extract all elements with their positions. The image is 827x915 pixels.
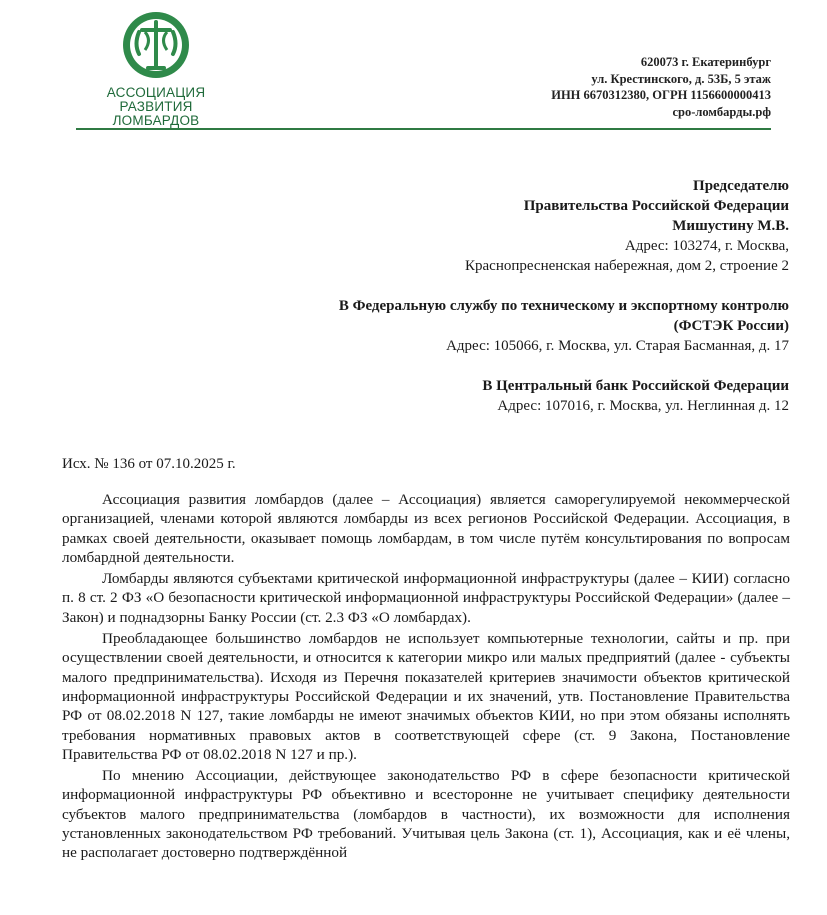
sender-details bbox=[551, 54, 771, 120]
recipient3-org: В Центральный банк Российской Федерации bbox=[482, 378, 789, 394]
scales-emblem-icon bbox=[112, 10, 200, 80]
recipient1-org: Правительства Российской Федерации bbox=[523, 198, 789, 214]
sender-website: сро-ломбарды.рф bbox=[672, 104, 771, 119]
recipient2-abbr: (ФСТЭК России) bbox=[673, 318, 789, 334]
recipient2-org: В Федеральную службу по техническому и экспортному контролю bbox=[338, 298, 789, 314]
header-divider bbox=[76, 128, 771, 130]
sender-inn-ogrn: ИНН 6670312380, ОГРН 1156600000413 bbox=[551, 88, 771, 102]
recipient1-address-cont: Краснопресненская набережная, дом 2, строение 2 bbox=[465, 258, 789, 274]
recipient1-address: Адрес: 103274, г. Москва, bbox=[624, 238, 789, 254]
logo-text-line1: АССОЦИАЦИЯ bbox=[106, 85, 206, 100]
sender-street: ул. Крестинского, д. 53Б, 5 этаж bbox=[591, 71, 771, 86]
letter-body bbox=[62, 490, 790, 865]
recipients-block bbox=[339, 176, 789, 416]
paragraph-3: Преобладающее большинство ломбардов не использует компьютерные технологии, сайты и пр. при осуществлении своей деятельности, и относится к категории микро или малых предприятий (далее - субъекты малого предпринимательства). Исходя из Перечня показателей критериев значимости объектов критической информационной инфраструктуры Российской Федерации и их значений, утв. Постановление Правительства РФ от 08.02.2018 N 127, такие ломбарды не имеют значимых объектов КИИ, но при этом обязаны исполнять требования нормативных правовых актов в соответствующей сфере (ст. 9 Закона, Постановление Правительства РФ от 08.02.2018 N 127 и пр.). bbox=[62, 630, 790, 763]
association-logo bbox=[76, 10, 236, 128]
paragraph-1: Ассоциация развития ломбардов (далее – Ассоциация) является саморегулируемой некоммерческой организацией, членами которой являются ломбарды из всех регионов Российской Федерации. Ассоциация, в рамках своей деятельности, оказывает помощь ломбардам, в том числе путём консультирования по вопросам ломбардной деятельности. bbox=[62, 491, 790, 566]
recipient1-title: Председателю bbox=[693, 178, 789, 194]
logo-text-line2: РАЗВИТИЯ ЛОМБАРДОВ bbox=[112, 99, 200, 128]
paragraph-2: Ломбарды являются субъектами критической информационной инфраструктуры (далее – КИИ) согласно п. 8 ст. 2 ФЗ «О безопасности критической информационной инфраструктуры Российской Федерации» (далее – Закон) и поднадзорны Банку России (ст. 2.3 ФЗ «О ломбардах). bbox=[62, 570, 790, 626]
outgoing-number: Исх. № 136 от 07.10.2025 г. bbox=[62, 456, 236, 472]
recipient1-name: Мишустину М.В. bbox=[672, 218, 789, 234]
paragraph-4: По мнению Ассоциации, действующее законодательство РФ в сфере безопасности критической информационной инфраструктуры РФ объективно и всесторонне не учитывает специфику деятельности субъектов малого предпринимательства (ломбардов в частности), их возможности для исполнения установленных законодательством РФ требований. Учитывая цель Закона (ст. 1), Ассоциация, как и её члены, не располагает достоверно подтверждённой bbox=[62, 767, 790, 862]
recipient2-address: Адрес: 105066, г. Москва, ул. Старая Басманная, д. 17 bbox=[446, 338, 789, 354]
sender-city: 620073 г. Екатеринбург bbox=[640, 55, 771, 69]
recipient3-address: Адрес: 107016, г. Москва, ул. Неглинная д. 12 bbox=[497, 398, 789, 414]
